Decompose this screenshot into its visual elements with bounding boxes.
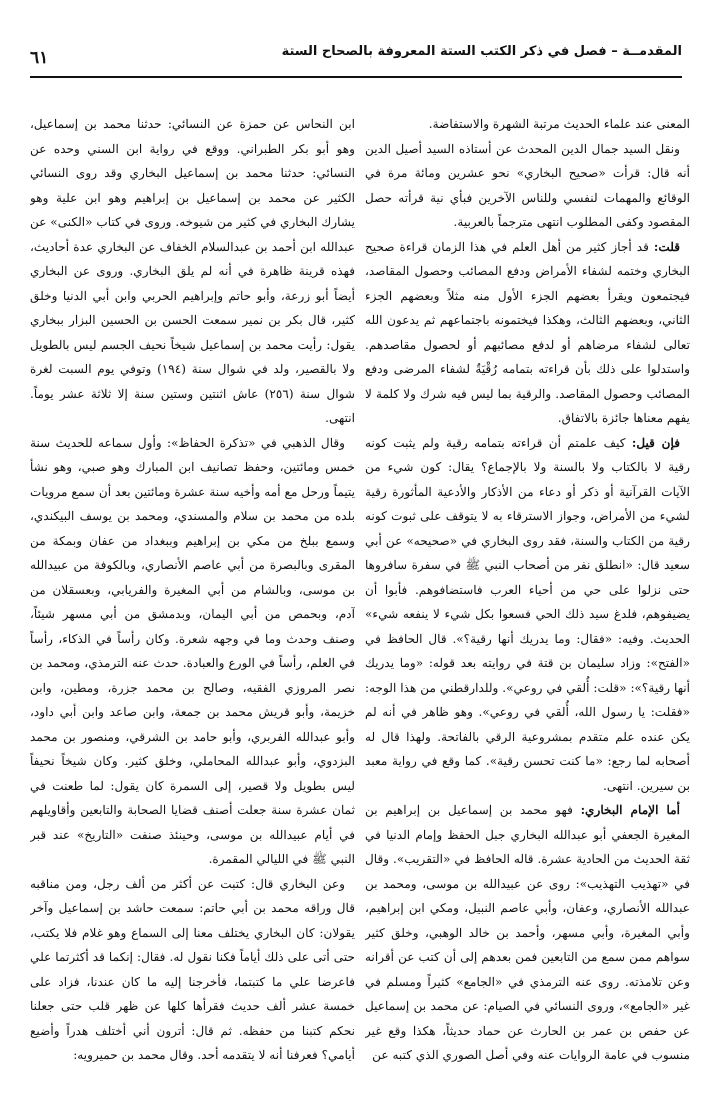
paragraph	[30, 872, 355, 1068]
paragraph	[30, 112, 355, 431]
paragraph-lead: أما الإمام البخاري:	[580, 803, 680, 817]
header-rule	[30, 76, 682, 78]
paragraph-text: كيف علمتم أن قراءته بتمامه رقية ولم يثبت كونه رقية لا بالكتاب ولا بالسنة ولا بالإجماع؟ يقال: كون شيء من الآيات القرآنية أو ذكر أو دعاء من الأذكار والأدعية المأثورة رقية لشيء من الأمراض، وجواز الاسترقاء به لا يتوقف على ثبوت كونه رقية من الكتاب والسنة، فقد روى البخاري في «صحيحه» عن أبي سعيد قال: «انطلق نفر من أصحاب النبي ﷺ في سفرة سافروها حتى نزلوا على حي من أحياء العرب فاستضافوهم. فأبوا أن يضيفوهم، فلدغ سيد ذلك الحي فسعوا بكل شيء لا ينفعه شيء» الحديث. وفيه: «فقال: وما يدريك أنها رقية؟». قال الحافظ في «الفتح»: وزاد سليمان بن قتة في روايته بعد قوله: «وما يدريك أنها رقية؟»: «قلت: أُلقي في روعي». وللدارقطني من هذا الوجه: «فقلت: يا رسول الله، أُلقي في روعي». وهو ظاهر في أنه لم يكن عنده علم متقدم بمشروعية الرقي بالفاتحة. ولهذا قال له أصحابه لما رجع: «ما كنت تحسن رقية». كما وقع في رواية معبد بن سيرين. انتهى.	[365, 435, 690, 793]
paragraph	[365, 235, 690, 431]
paragraph-text: قد أجاز كثير من أهل العلم في هذا الزمان قراءة صحيح البخاري وختمه لشفاء الأمراض ودفع المصائب وحصول المقاصد، فيجتمعون ويقرأ بعضهم الجزء الأول منه مثلاً وبعضهم الجزء الثاني، وبعضهم الثالث، وهكذا فيختمونه باجتماعهم ثم يدعون الله تعالى لشفاء مرضاهم أو لدفع مصائبهم أو لحصول مقاصدهم. واستدلوا على ذلك بأن قراءته بتمامه رُقْيَةٌ لشفاء المرضى ودفع المصائب وحصول المقاصد. والرقية بما ليس فيه شرك ولا كلمة لا يفهم معناها جائزة بالاتفاق.	[365, 239, 690, 425]
paragraph-text: فهو محمد بن إسماعيل بن إبراهيم بن المغيرة الجعفي أبو عبدالله البخاري جبل الحفظ وإمام الدنيا في ثقة الحديث من الحادية عشرة. قاله الحافظ في «التقريب». وقال في «تهذيب التهذيب»: روى عن عبيدالله بن موسى، ومحمد بن عبدالله الأنصاري، وعفان، وأبي عاصم النبيل، ومكي ابن إبراهيم، وأبي المغيرة، وأبي مسهر، وأحمد بن خالد الوهبي، وخلق كثير سواهم ممن سمع من التابعين فمن بعدهم إلى أن كتب عن أقرانه وعن تلامذته. روى عنه الترمذي في «الجامع» كثيراً ومسلم في غير «الجامع»، وروى النسائي في الصيام: عن محمد بن إسماعيل عن حفص بن عمر بن الحارث عن حماد حديثاً، هكذا وقع غير منسوب في عامة الروايات عنه وفي أصل الصوري الذي كتبه عن	[365, 803, 690, 1062]
paragraph-text: وقال الذهبي في «تذكرة الحفاظ»: وأول سماعه للحديث سنة خمس ومائتين، وحفظ تصانيف ابن المبارك وهو صبي، وهو نشأ يتيماً ورحل مع أمه وأخيه سنة عشرة ومائتين بعد أن سمع مرويات بلده من محمد بن سلام والمسندي، ومحمد بن يوسف البيكندي، وسمع ببلخ من مكي بن إبراهيم وببغداد من عفان وبمكة من المقرى وبالبصرة من أبي عاصم الأنصاري، وبالكوفة من عبيدالله بن موسى، وبالشام من أبي المغيرة والفريابي، وبعسقلان من آدم، وبحمص من أبي اليمان، وبدمشق من أبي مسهر شيئاً، وصنف وحدث وما في وجهه شعرة. وكان رأساً في الذكاء، رأساً في العلم، رأساً في الورع والعبادة. حدث عنه الترمذي، ومحمد بن نصر المروزي الفقيه، وصالح بن محمد جزرة، ومطين، وابن خزيمة، وأبو قريش محمد بن جمعة، وابن صاعد وابن أبي داود، وأبو عبدالله الفربري، وأبو حامد بن الشرقي، ومنصور بن محمد البزدوي، وأبو عبدالله المحاملي، وخلق كثير. وكان شيخاً نحيفاً ليس بطويل ولا قصير، إلى السمرة كان يقول: لما طعنت في ثمان عشرة سنة جعلت أصنف قضايا الصحابة والتابعين وأقاويلهم في أيام عبيدالله بن موسى، وحينئذ صنفت «التاريخ» عند قبر النبي ﷺ في الليالي المقمرة.	[30, 435, 355, 866]
paragraph-text: وعن البخاري قال: كتبت عن أكثر من ألف رجل، ومن مناقبه قال وراقه محمد بن أبي حاتم: سمعت حاشد بن إسماعيل وآخر يقولان: كان البخاري يختلف معنا إلى السماع وهو غلام فلا يكتب، حتى أتى على ذلك أياماً فكنا نقول له. فقال: إنكما قد أكثرتما علي فاعرضا علي ما كتبتما، فأخرجنا إليه ما كان عندنا، فزاد على خمسة عشر ألف حديث فقرأها كلها عن ظهر قلب حتى جعلنا نحكم كتبنا من حفظه. ثم قال: أترون أني أختلف هدراً وأضيع أيامي؟ فعرفنا أنه لا يتقدمه أحد. وقال محمد بن حميرويه:	[30, 876, 355, 1062]
paragraph-text: المعنى عند علماء الحديث مرتبة الشهرة والاستفاضة.	[428, 117, 690, 131]
paragraph	[365, 431, 690, 799]
page-header	[30, 40, 682, 74]
right-column	[365, 112, 690, 1094]
paragraph-lead: فإن قيل:	[631, 435, 680, 450]
paragraph	[365, 798, 690, 1068]
paragraph-text: ابن النحاس عن حمزة عن النسائي: حدثنا محمد بن إسماعيل، وهو أبو بكر الطبراني. ووقع في رواية ابن السني وحده عن النسائي: حدثنا محمد بن إسماعيل البخاري وقد روى النسائي الكثير عن محمد بن إسماعيل بن إبراهيم وهو ابن علية وهو يشارك البخاري في كثير من شيوخه. وروى في كتاب «الكنى» عن عبدالله ابن أحمد بن عبدالسلام الخفاف عن البخاري عدة أحاديث، فهذه قرينة ظاهرة في أنه لم يلق البخاري. وروى عن البخاري أيضاً أبو زرعة، وأبو حاتم وإبراهيم الحربي وابن أبي الدنيا وخلق كثير، قال بكر بن نمير سمعت الحسن بن الحسين البزار ببخاري يقول: رأيت محمد بن إسماعيل شيخاً نحيف الجسم ليس بالطويل ولا بالقصير، ولد في شوال سنة (١٩٤) وتوفي يوم السبت لغرة شوال سنة (٢٥٦) عاش اثنتين وستين سنة إلا ثلاثة عشر يوماً. انتهى.	[30, 117, 355, 425]
paragraph-text: ونقل السيد جمال الدين المحدث عن أستاذه السيد أصيل الدين أنه قال: قرأت «صحيح البخاري» نحو عشرين ومائة مرة في الوقائع والمهمات لنفسي وللناس الآخرين فبأي نية قرأته حصل المقصود وكفى المطلوب انتهى مترجماً بالعربية.	[365, 141, 690, 229]
section-title: – فصل في ذكر الكتب الستة المعروفة بالصحاح الستة	[281, 44, 623, 59]
left-column	[30, 112, 355, 1094]
paragraph-lead: قلت:	[653, 239, 680, 254]
paragraph	[365, 112, 690, 137]
section-label: المقدمــة	[622, 44, 682, 59]
paragraph	[365, 137, 690, 235]
page-number: ٦١	[30, 48, 49, 68]
running-title	[282, 44, 682, 59]
paragraph	[30, 431, 355, 872]
